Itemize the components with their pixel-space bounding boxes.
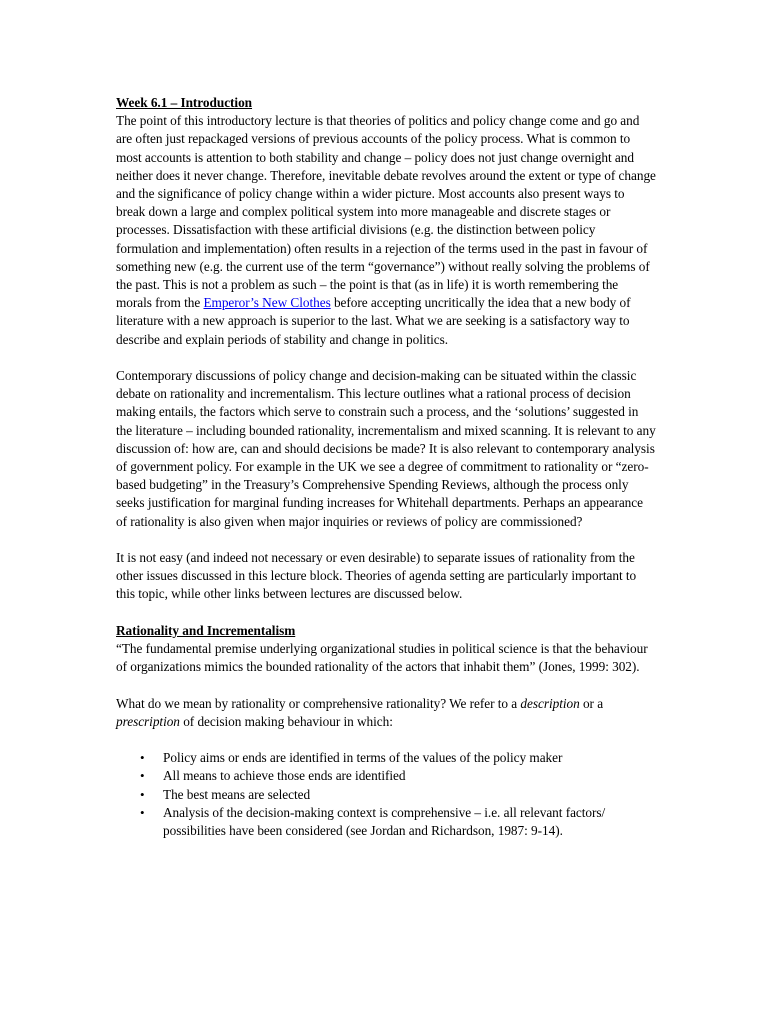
list-item-text: Analysis of the decision-making context is comprehensive – i.e. all relevant factors/ possibilities have been considered (see Jordan and Richardson, 1987: 9-14). [163, 804, 606, 839]
paragraph-intro-text-end: before accepting uncritically the idea that a new body of literature with a new approach is superior to the last. What we are seeking is a satisfactory way to describe and explain periods of stability and change in politics. [116, 295, 631, 347]
bullet-icon: • [140, 768, 145, 784]
list-item [116, 786, 656, 804]
paragraph-intro [116, 112, 656, 349]
paragraph-intro-text: The point of this introductory lecture is that theories of politics and policy change come and go and are often just repackaged versions of previous accounts of the policy process. What is common to most accounts is attention to both stability and change – policy does not just change overnight and neither does it never change. Therefore, inevitable debate revolves around the extent or type of change and the significance of policy change within a wider picture. Most accounts also present ways to break down a large and complex political system into more manageable and discrete stages or processes. Dissatisfaction with these artificial divisions (e.g. the distinction between policy formulation and implementation) often results in a rejection of the terms used in the past in favour of something new (e.g. the current use of the term “governance”) without really solving the problems of the past. This is not a problem as such – the point is that (as in life) it is worth remembering the morals from the [116, 113, 656, 311]
description-emphasis: description [520, 695, 580, 711]
paragraph-gap [116, 349, 656, 367]
question-end: of decision making behaviour in which: [179, 713, 393, 729]
emperors-new-clothes-link[interactable]: Emperor’s New Clothes [203, 295, 331, 311]
section-heading-rationality: Rationality and Incrementalism [116, 622, 296, 638]
bullet-icon: • [140, 804, 145, 820]
bullet-icon: • [140, 786, 145, 802]
list-item-text: The best means are selected [163, 786, 311, 802]
paragraph-gap [116, 604, 656, 622]
list-item-text: Policy aims or ends are identified in terms of the values of the policy maker [163, 750, 563, 766]
paragraph-quote: “The fundamental premise underlying organizational studies in political science is that the behaviour of organizations mimics the bounded rationality of the actors that inhabit them” (Jones, 1999: 302). [116, 641, 648, 675]
section-heading-introduction: Week 6.1 – Introduction [116, 95, 253, 110]
rationality-criteria-list [116, 749, 656, 840]
paragraph-question [116, 695, 656, 731]
list-item [116, 767, 656, 785]
paragraph-gap [116, 676, 656, 694]
document-page [116, 94, 656, 840]
paragraph-contemporary: Contemporary discussions of policy change and decision-making can be situated within the classic debate on rationality and incrementalism. This lecture outlines what a rational process of decision making entails, the factors which serve to constrain such a process, and the ‘solutions’ suggested in the literature – including bounded rationality, incrementalism and mixed scanning. It is relevant to any discussion of: how are, can and should decisions be made? It is also relevant to contemporary analysis of government policy. For example in the UK we see a degree of commitment to rationality or “zero-based budgeting” in the Treasury’s Comprehensive Spending Reviews, although the process only seeks justification for marginal funding increases for Whitehall departments. Perhaps an appearance of rationality is also given when major inquiries or reviews of policy are commissioned? [116, 368, 656, 529]
list-item [116, 804, 656, 840]
paragraph-rationality-issues: It is not easy (and indeed not necessary or even desirable) to separate issues of rationality from the other issues discussed in this lecture block. Theories of agenda setting are particularly important to this topic, while other links between lectures are discussed below. [116, 550, 637, 602]
bullet-icon: • [140, 750, 145, 766]
list-item-text: All means to achieve those ends are identified [163, 768, 406, 784]
list-item [116, 749, 656, 767]
prescription-emphasis: prescription [116, 713, 180, 729]
question-mid: or a [579, 695, 604, 711]
question-text: What do we mean by rationality or comprehensive rationality? We refer to a [116, 695, 521, 711]
paragraph-gap [116, 731, 656, 749]
paragraph-gap [116, 531, 656, 549]
